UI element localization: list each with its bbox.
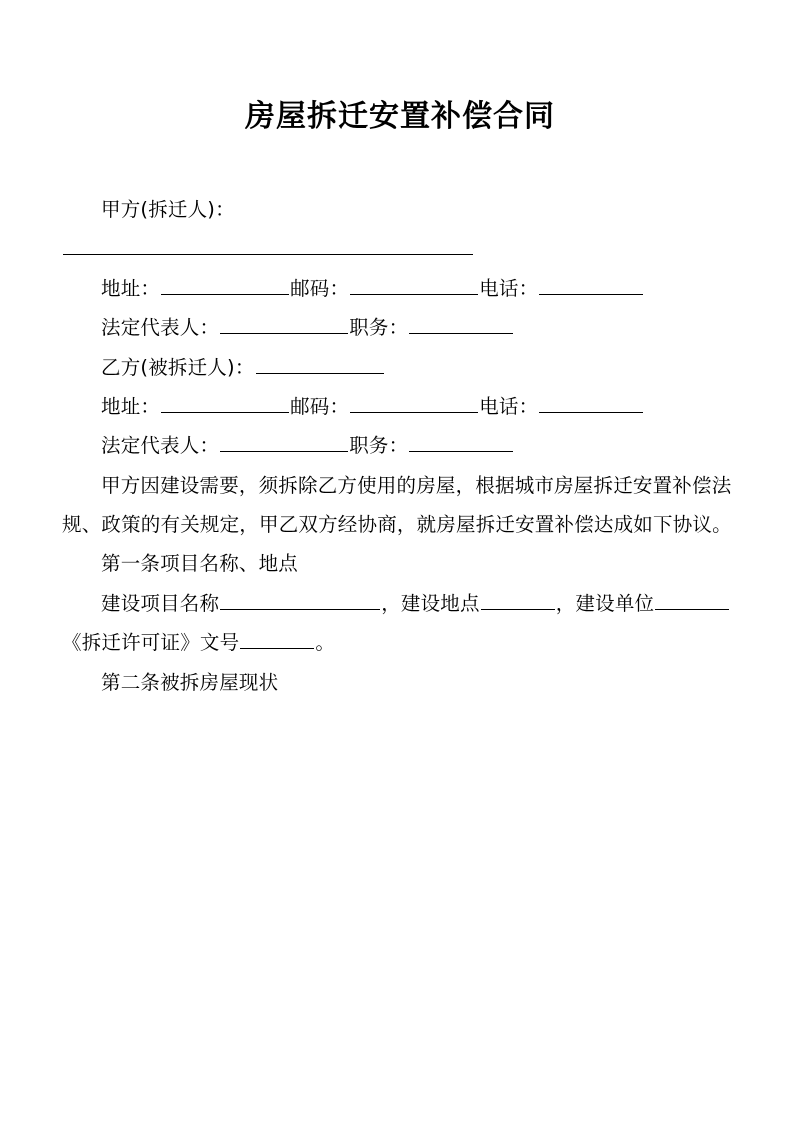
text-run: 电话： — [479, 276, 539, 300]
fill-in-blank[interactable] — [161, 393, 289, 413]
fill-in-blank[interactable] — [350, 393, 478, 413]
text-run: 地址： — [101, 394, 161, 418]
party-b-label — [62, 348, 738, 387]
preamble — [62, 466, 738, 545]
text-run: 甲方(拆迁人)： — [101, 198, 235, 221]
fill-in-blank[interactable] — [63, 236, 473, 256]
text-run: 电话： — [479, 394, 539, 418]
document-body — [62, 190, 738, 702]
text-run: ，建设单位 — [555, 591, 655, 615]
fill-in-blank[interactable] — [655, 590, 729, 610]
fill-in-blank[interactable] — [539, 275, 643, 295]
text-run: 。 — [315, 631, 336, 655]
text-run: 职务： — [349, 434, 409, 458]
party-a-line — [62, 229, 738, 268]
fill-in-blank[interactable] — [220, 433, 348, 453]
text-run: 乙方(被拆迁人)： — [101, 355, 255, 379]
text-run: 邮码： — [290, 394, 350, 418]
text-run: ，建设地点 — [381, 591, 480, 615]
page-title: 房屋拆迁安置补偿合同 — [245, 99, 555, 134]
text-run: 地址： — [101, 276, 161, 300]
party-b-legal — [62, 426, 738, 465]
fill-in-blank[interactable] — [240, 630, 314, 650]
party-a-legal — [62, 308, 738, 347]
fill-in-blank[interactable] — [539, 393, 643, 413]
text-run: 建设项目名称 — [101, 591, 220, 615]
party-b-address — [62, 387, 738, 426]
fill-in-blank[interactable] — [409, 315, 513, 335]
text-run: 法定代表人： — [101, 316, 220, 340]
party-a-label — [62, 190, 738, 229]
article-2-title — [62, 663, 738, 702]
fill-in-blank[interactable] — [220, 590, 380, 610]
text-run: 甲方因建设需要，须拆除乙方使用的房屋，根据城市房屋拆迁安置补偿法规、政策的有关规定，甲乙双方经协商，就房屋拆迁安置补偿达成如下协议。 — [62, 473, 732, 536]
fill-in-blank[interactable] — [409, 433, 513, 453]
article-1-body — [62, 584, 738, 663]
fill-in-blank[interactable] — [220, 315, 348, 335]
fill-in-blank[interactable] — [256, 354, 384, 374]
fill-in-blank[interactable] — [481, 590, 555, 610]
text-run: 第二条被拆房屋现状 — [101, 670, 279, 694]
text-run: 第一条项目名称、地点 — [101, 552, 299, 576]
text-run: 法定代表人： — [101, 434, 220, 458]
fill-in-blank[interactable] — [350, 275, 478, 295]
text-run: 《拆迁许可证》文号 — [62, 631, 240, 655]
text-run: 职务： — [349, 316, 409, 340]
text-run: 邮码： — [290, 276, 350, 300]
party-a-address — [62, 269, 738, 308]
article-1-title — [62, 544, 738, 583]
fill-in-blank[interactable] — [161, 275, 289, 295]
